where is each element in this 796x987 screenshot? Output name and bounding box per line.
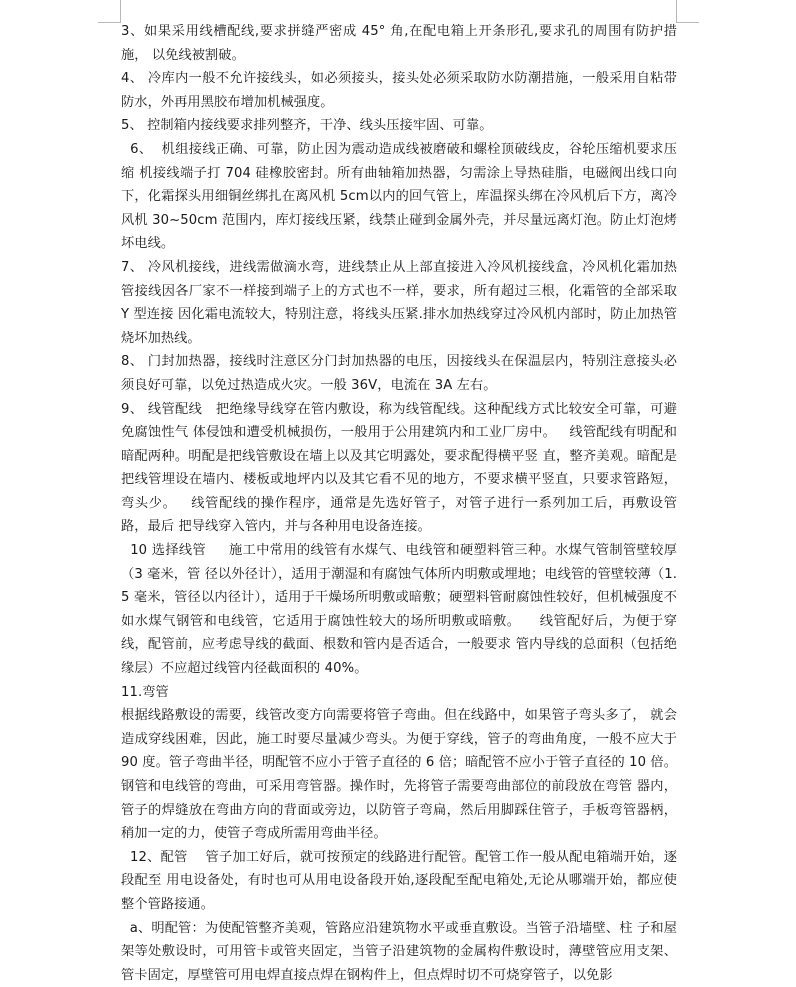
paragraph-item-3: 3、如果采用线槽配线,要求拼缝严密成 45° 角,在配电箱上开条形孔,要求孔的周围有防护措施， 以免线被割破。 bbox=[121, 24, 677, 63]
paragraph-item-6: 6、 机组接线正确、可靠，防止因为震动造成线被磨破和螺栓顶破线皮，谷轮压缩机要求压缩 机接线端子打 704 硅橡胶密封。所有曲轴箱加热器，匀需涂上导热硅脂，电磁阀出线口向下，化霜探头用细铜丝绑扎在离风机 5cm以内的回气管上，库温探头绑在冷风机后下方，离冷风机 30~50cm 范围内，库灯接线压紧，线禁止碰到金属外壳，并尽量远离灯泡。防止灯泡烤坏电线。 bbox=[121, 141, 677, 252]
paragraph-item-5: 5、 控制箱内接线要求排列整齐，干净、线头压接牢固、可靠。 bbox=[121, 118, 493, 134]
paragraph-item-9: 9、 线管配线 把绝缘导线穿在管内敷设，称为线管配线。这种配线方式比较安全可靠，可避免腐蚀性气 体侵蚀和遭受机械损伤，一般用于公用建筑内和工业厂房中。 线管配线有明配和暗配两种。明配是把线管敷设在墙上以及其它明露处，要求配得横平竖 直，整齐美观。暗配是把线管埋设在墙内、楼板或地坪内以及其它看不见的地方，不要求横平竖直，只要求管路短，弯头少。 线管配线的操作程序，通常是先选好管子，对管子进行一系列加工后，再敷设管路，最后 把导线穿入管内，并与各种用电设备连接。 bbox=[121, 401, 677, 535]
page-corner-mark-right bbox=[676, 0, 699, 23]
paragraph-item-10: 10 选择线管 施工中常用的线管有水煤气、电线管和硬塑料管三种。水煤气管制管壁较厚（3 毫米，管 径以外径计），适用于潮湿和有腐蚀气体所内明敷或埋地；电线管的管壁较薄（1.5 毫米，管径以内径计），适用于干燥场所明敷或暗敷；硬塑料管耐腐蚀性较好，但机械强度不如水煤气钢管和电线管，它适用于腐蚀性较大的场所明敷或暗敷。 线管配好后，为便于穿线，配管前，应考虑导线的截面、根数和管内是否适合，一般要求 管内导线的总面积（包括绝缘层）不应超过线管内径截面积的 40%。 bbox=[121, 543, 677, 677]
page-corner-mark-left bbox=[98, 0, 121, 23]
paragraph-item-7: 7、 冷风机接线，进线需做滴水弯，进线禁止从上部直接进入冷风机接线盒，冷风机化霜加热 管接线因各厂家不一样接到端子上的方式也不一样，要求，所有超过三根，化霜管的全部采取 Y 型连接 因化霜电流较大，特别注意，将线头压紧.排水加热线穿过冷风机内部时，防止加热管烧坏加热线。 bbox=[121, 259, 682, 346]
paragraph-bending: 根据线路敷设的需要，线管改变方向需要将管子弯曲。但在线路中，如果管子弯头多了， 就会造成穿线困难，因此，施工时要尽量减少弯头。为便于穿线，管子的弯曲角度，一般不应大于 90 度。管子弯曲半径，明配管不应小于管子直径的 6 倍；暗配管不应小于管子直径的 10 倍。 钢管和电线管的弯曲，可采用弯管器。操作时，先将管子需要弯曲部位的前段放在弯管 器内，管子的焊缝放在弯曲方向的背面或旁边，以防管子弯扁，然后用脚踩住管子，手板弯管器柄，稍加一定的力，使管子弯成所需用弯曲半径。 bbox=[121, 708, 690, 842]
paragraph-item-8: 8、 门封加热器，接线时注意区分门封加热器的电压，因接线头在保温层内，特别注意接头必 须良好可靠，以免过热造成火灾。一般 36V，电流在 3A 左右。 bbox=[121, 354, 682, 393]
paragraph-item-4: 4、 冷库内一般不允许接线头，如必须接头，接头处必须采取防水防潮措施，一般采用自粘带 防水，外再用黑胶布增加机械强度。 bbox=[121, 71, 682, 110]
section-heading-bending: 11.弯管 bbox=[121, 684, 169, 700]
paragraph-item-12: 12、配管 管子加工好后，就可按预定的线路进行配管。配管工作一般从配电箱端开始，逐段配至 用电设备处，有时也可从用电设备段开始,逐段配至配电箱处,无论从哪端开始，都应使整个管路接通。 bbox=[121, 849, 677, 912]
paragraph-item-a: a、明配管：为使配管整齐美观，管路应沿建筑物水平或垂直敷设。当管子沿墙壁、柱 子和屋架等处敷设时，可用管卡或管夹固定，当管子沿建筑物的金属构件敷设时，薄壁管应用支架、管卡固定，厚壁管可用电焊直接点焊在钢构件上，但点焊时切不可烧穿管子，以免影 bbox=[121, 920, 677, 983]
document-body bbox=[121, 20, 690, 987]
